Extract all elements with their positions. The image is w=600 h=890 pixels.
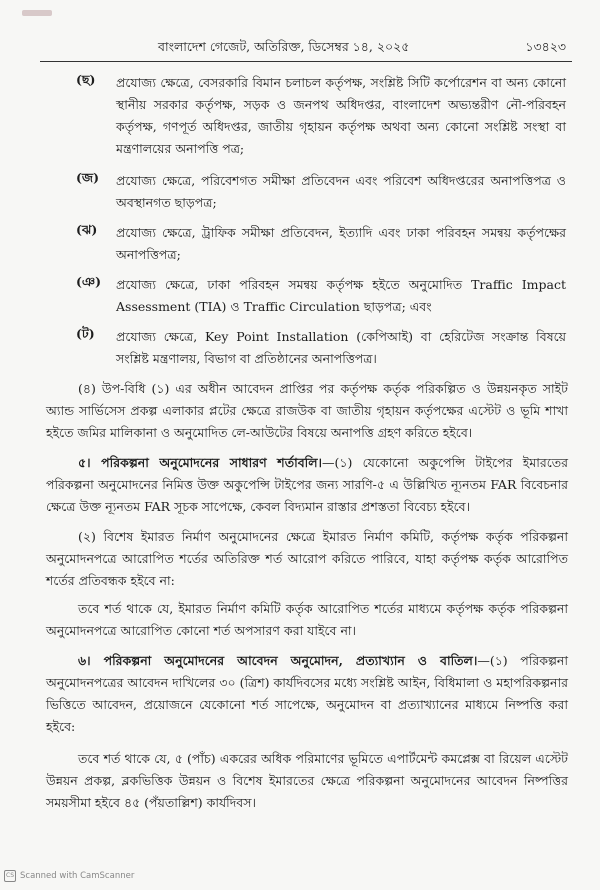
- clause-text: প্রযোজ্য ক্ষেত্রে, Key Point Installation (কেপিআই) বা হেরিটেজ সংক্রান্ত বিষয়ে সংশ্লিষ্ট মন্ত্রণালয়, বিভাগ বা প্রতিষ্ঠানের অনাপত্তিপত্র।: [116, 329, 566, 366]
- scanner-watermark-text: Scanned with CamScanner: [20, 871, 135, 881]
- clause-label: (ঝ): [76, 222, 98, 237]
- page-number: ১৩৪২৩: [525, 39, 566, 54]
- clause-text: প্রযোজ্য ক্ষেত্রে, বেসরকারি বিমান চলাচল কর্তৃপক্ষ, সংশ্লিষ্ট সিটি কর্পোরেশন বা অন্য কোনো স্থানীয় সরকার কর্তৃপক্ষ, সড়ক ও জনপথ অধিদপ্তর, বাংলাদেশ অভ্যন্তরীণ নৌ-পরিবহন কর্তৃপক্ষ, গণপূর্ত অধিদপ্তর, জাতীয় গৃহায়ন কর্তৃপক্ষ অথবা অন্য কোনো সংশ্লিষ্ট সংস্থা বা মন্ত্রণালয়ের অনাপত্তি পত্র;: [116, 75, 566, 156]
- section-5-heading: ৫। পরিকল্পনা অনুমোদনের সাধারণ শর্তাবলি।: [78, 455, 323, 470]
- section-5-text: —(১) যেকোনো অকুপেন্সি টাইপের ইমারতের পরিকল্পনা অনুমোদনের নিমিত্ত উক্ত অকুপেন্সি টাইপের জন্য সারণি-৫ এ উল্লিখিত ন্যূনতম FAR বিবেচনার ক্ষেত্রে উক্ত ন্যূনতম FAR সূচক সাপেক্ষে, কেবল বিদ্যমান রাস্তার প্রশস্ততা বিবেচ্য হইবে।: [46, 455, 568, 514]
- clause-label: (ট): [76, 326, 95, 341]
- scanner-watermark: [4, 870, 134, 882]
- clause-label: (ঞ): [76, 274, 102, 289]
- clause-label: (জ): [76, 170, 100, 185]
- section-6-proviso-text: তবে শর্ত থাকে যে, ৫ (পাঁচ) একরের অধিক পরিমাণের ভূমিতে এপার্টমেন্ট কমপ্লেক্স বা রিয়েল এস্টেট উন্নয়ন প্রকল্প, ব্লকভিত্তিক উন্নয়ন ও বিশেষ ইমারতের ক্ষেত্রে পরিকল্পনা অনুমোদনের আবেদন নিষ্পত্তির সময়সীমা হইবে ৪৫ (পঁয়তাল্লিশ) কার্যদিবস।: [46, 751, 568, 810]
- section-5-proviso-text: তবে শর্ত থাকে যে, ইমারত নির্মাণ কমিটি কর্তৃক আরোপিত শর্তের মাধ্যমে কর্তৃপক্ষ কর্তৃক পরিকল্পনা অনুমোদনপত্রে আরোপিত কোনো শর্ত অপসারণ করা যাইবে না।: [46, 601, 568, 638]
- section-6-text: —(১) পরিকল্পনা অনুমোদনপত্রের আবেদন দাখিলের ৩০ (ত্রিশ) কার্যদিবসের মধ্যে সংশ্লিষ্ট আইন, বিধিমালা ও মহাপরিকল্পনার ভিত্তিতে আবেদন, প্রয়োজনে যেকোনো শর্ত সাপেক্ষে, অনুমোদন বা প্রত্যাখ্যানের মাধ্যমে নিষ্পত্তি করা হইবে:: [46, 653, 568, 734]
- clause-text: প্রযোজ্য ক্ষেত্রে, পরিবেশগত সমীক্ষা প্রতিবেদন এবং পরিবেশ অধিদপ্তরের অনাপত্তিপত্র ও অবস্থানগত ছাড়পত্র;: [116, 173, 566, 210]
- section-5-sub-2-text: (২) বিশেষ ইমারত নির্মাণ অনুমোদনের ক্ষেত্রে ইমারত নির্মাণ কমিটি, কর্তৃপক্ষ কর্তৃক পরিকল্পনা অনুমোদনপত্রে আরোপিত শর্তের অতিরিক্ত শর্ত আরোপ করিতে পারিবে, যাহা কর্তৃপক্ষ কর্তৃক আরোপিত শর্তের প্রতিবন্ধক হইবে না:: [46, 529, 568, 588]
- section-5-sub-2: [46, 526, 568, 592]
- page-header: [40, 39, 572, 62]
- clause-chha: [76, 72, 566, 160]
- gazette-title: বাংলাদেশ গেজেট, অতিরিক্ত, ডিসেম্বর ১৪, ২০২৫: [158, 39, 410, 54]
- section-6-proviso: [46, 748, 568, 814]
- section-6: [46, 650, 568, 738]
- section-6-heading: ৬। পরিকল্পনা অনুমোদনের আবেদন অনুমোদন, প্রত্যাখ্যান ও বাতিল।: [78, 653, 478, 668]
- clause-ta: [76, 326, 566, 370]
- paragraph-4-text: (৪) উপ-বিধি (১) এর অধীন আবেদন প্রাপ্তির পর কর্তৃপক্ষ কর্তৃক পরিকল্পিত ও উন্নয়নকৃত সাইট অ্যান্ড সার্ভিসেস প্রকল্প এলাকার প্লটের ক্ষেত্রে রাজউক বা জাতীয় গৃহায়ন কর্তৃপক্ষের এস্টেট ও ভূমি শাখা হইতে জমির মালিকানা ও অনুমোদিত লে-আউটের বিষয়ে অনাপত্তি গ্রহণ করিতে হইবে।: [46, 381, 568, 440]
- clause-text: প্রযোজ্য ক্ষেত্রে, ঢাকা পরিবহন সমন্বয় কর্তৃপক্ষ হইতে অনুমোদিত Traffic Impact Assessment (TIA) ও Traffic Circulation ছাড়পত্র; এবং: [116, 277, 566, 314]
- clause-text: প্রযোজ্য ক্ষেত্রে, ট্রাফিক সমীক্ষা প্রতিবেদন, ইত্যাদি এবং ঢাকা পরিবহন সমন্বয় কর্তৃপক্ষের অনাপত্তিপত্র;: [116, 225, 566, 262]
- camscanner-icon: CS: [4, 870, 16, 882]
- clause-label: (ছ): [76, 72, 96, 87]
- clause-nya: [76, 274, 566, 318]
- corner-mark: [22, 10, 52, 16]
- section-5-proviso: [46, 598, 568, 642]
- section-5: [46, 452, 568, 518]
- paragraph-4: [46, 378, 568, 444]
- clause-jha: [76, 222, 566, 266]
- clause-ja: [76, 170, 566, 214]
